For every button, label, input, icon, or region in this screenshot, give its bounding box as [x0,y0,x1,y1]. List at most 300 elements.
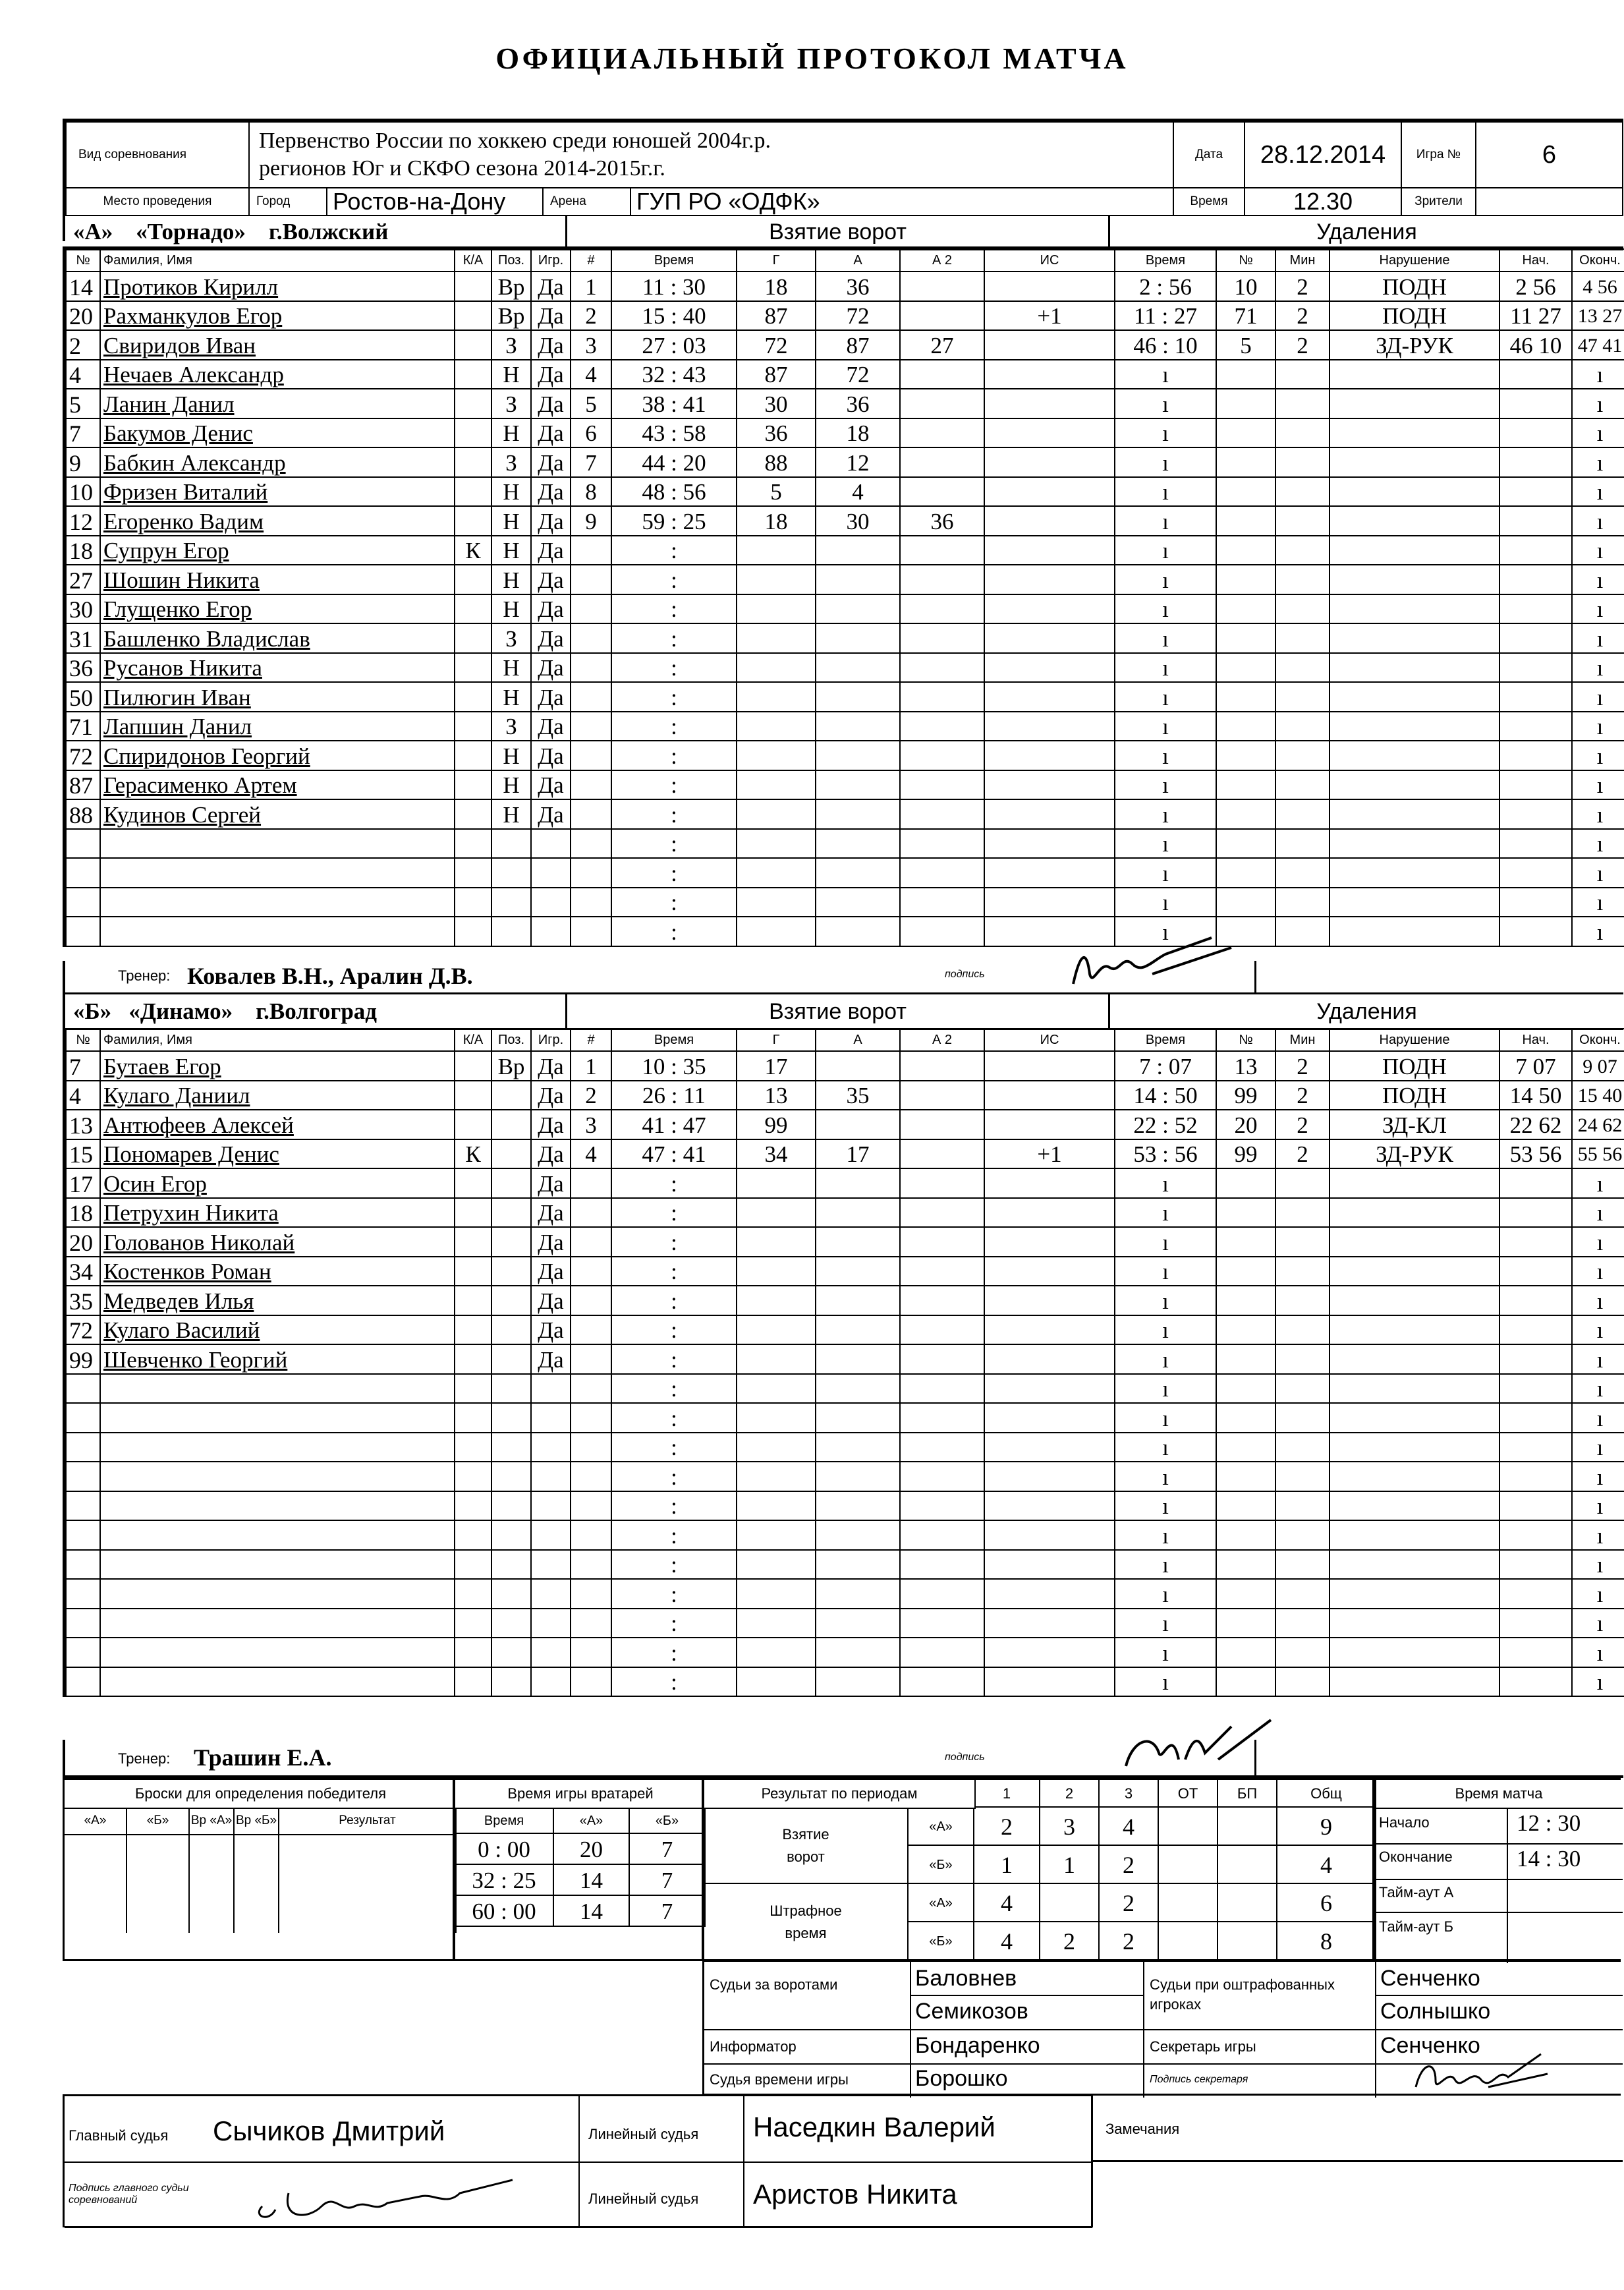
penalty-end-second: 27 [1602,305,1623,327]
player-number: 10 [66,477,100,507]
empty-cell [491,1491,531,1521]
player-number: 20 [66,301,100,331]
table-row [66,594,1624,624]
time-separator: : [671,1346,677,1373]
period-value: 1 [974,1846,1040,1884]
player-captain [455,1286,491,1315]
team-b-header-row [66,1029,1624,1051]
goal-minute: 27 [642,332,665,358]
player-number: 15 [66,1139,100,1169]
empty-cell [1330,770,1499,800]
team-b-goals-title: Взятие ворот [567,994,1110,1029]
empty-cell [1330,917,1499,946]
time-separator: ı [1162,1317,1169,1343]
empty-cell [455,829,491,859]
player-captain [455,565,491,594]
empty-cell [611,623,737,653]
empty-cell [531,1462,571,1491]
period-team-label: «А» [909,1808,974,1846]
empty-cell [1330,1168,1499,1198]
goalie-cell [630,1896,706,1927]
table-row [66,770,1624,800]
time-separator: ı [1596,479,1604,505]
empty-cell [1216,536,1275,565]
time-separator: ı [1162,1170,1169,1197]
penalty-minutes: 2 [1275,330,1330,360]
empty-cell [1216,1638,1275,1667]
empty-cell [984,536,1115,565]
goal-minute: 32 [642,362,665,387]
empty-cell [571,1344,611,1374]
goal-situation [984,447,1115,477]
empty-cell [984,858,1115,888]
player-position [491,1227,531,1257]
goalie-change-second: 00 [507,1837,530,1862]
empty-cell [571,653,611,683]
player-played: Да [531,623,571,653]
empty-cell [900,770,984,800]
empty-cell [1216,888,1275,917]
empty-cell [571,1198,611,1228]
player-name: Осин Егор [100,1168,455,1198]
empty-cell [816,888,900,917]
empty-cell [611,1315,737,1345]
period-col-header: Общ [1277,1780,1376,1808]
player-position: Н [491,653,531,683]
period-col-header: ОТ [1159,1780,1218,1808]
player-name: Глущенко Егор [100,594,455,624]
empty-cell [984,1403,1115,1433]
goalie-change-minute: 32 [472,1868,495,1893]
table-row [66,917,1624,946]
empty-cell [531,1609,571,1638]
team-b-letter: «Б» [73,998,112,1024]
goal-assist-2 [900,418,984,448]
empty-cell [1216,1315,1275,1345]
empty-cell [737,1520,816,1550]
empty-cell [737,536,816,565]
team-b-penalties-title: Удаления [1316,999,1417,1024]
empty-cell [1275,858,1330,888]
goal-assist-2 [900,389,984,418]
empty-cell [1330,1286,1499,1315]
table-row [66,301,1624,331]
empty-cell [1330,1609,1499,1638]
empty-cell [1572,1433,1624,1462]
table-row [66,1609,1624,1638]
team-a-coach-label: Тренер: [118,967,171,984]
time-separator: ı [1162,1259,1169,1284]
empty-cell [1216,1491,1275,1521]
empty-cell [1330,712,1499,741]
empty-cell [611,653,737,683]
goal-index: 3 [571,330,611,360]
empty-cell [1572,1520,1624,1550]
empty-cell [1499,1520,1572,1550]
penalty-violation: ПОДН [1330,301,1499,331]
empty-cell [1216,418,1275,448]
empty-cell [737,1403,816,1433]
table-row [66,1344,1624,1374]
period-value: 4 [974,1922,1040,1961]
empty-cell [1115,447,1216,477]
goal-second: 58 [683,420,706,446]
penalty-start [1499,301,1572,331]
empty-cell [531,1491,571,1521]
player-captain [455,301,491,331]
empty-cell [1499,741,1572,770]
linesman-2-label: Линейный судья [588,2190,699,2207]
penalty-second: 27 [1173,303,1197,329]
empty-cell [571,1520,611,1550]
penalty-player: 99 [1216,1139,1275,1169]
penalty-minute: 14 [1133,1083,1157,1108]
team-b-sign-label: подпись [945,1752,985,1763]
col-header-a2: А 2 [900,1029,984,1051]
goal-situation: +1 [984,301,1115,331]
empty-cell [531,858,571,888]
officials-table [702,1960,1621,2096]
time-separator: ı [1596,362,1604,387]
table-row [66,565,1624,594]
period-value [1159,1922,1218,1961]
player-position: Н [491,565,531,594]
empty-cell [1275,653,1330,683]
empty-cell [900,1344,984,1374]
goal-situation [984,418,1115,448]
player-number: 7 [66,1051,100,1081]
goalie-change-second: 25 [513,1868,536,1893]
time-separator: ı [1596,772,1604,798]
time-separator: ı [1596,655,1604,681]
time-separator: ı [1596,449,1604,476]
empty-cell [571,770,611,800]
empty-cell [984,1638,1115,1667]
time-separator [1527,274,1533,300]
empty-cell [984,770,1115,800]
player-position [491,1286,531,1315]
empty-cell [1216,1520,1275,1550]
penalty-minutes: 2 [1275,1139,1330,1169]
empty-cell [571,829,611,859]
player-name: Спиридонов Георгий [100,741,455,770]
period-penalty-label: Штрафное время [704,1884,909,1961]
player-played: Да [531,506,571,536]
empty-cell [1572,1344,1624,1374]
empty-cell [984,888,1115,917]
empty-cell [984,1579,1115,1609]
empty-cell [900,712,984,741]
empty-cell [531,888,571,917]
time-separator: : [671,684,677,710]
empty-cell [571,799,611,829]
empty-cell [491,1433,531,1462]
col-header-played: Игр. [531,249,571,272]
empty-cell [816,1520,900,1550]
goal-minute: 47 [642,1141,665,1167]
time-separator: : [665,303,683,329]
time-separator: ı [1162,1376,1169,1402]
empty-cell [611,1433,737,1462]
remarks-label: Замечания [1106,2121,1180,2137]
empty-cell [900,1638,984,1667]
shootout-table [63,1778,455,1961]
empty-cell [984,565,1115,594]
player-played: Да [531,447,571,477]
player-position [491,1198,531,1228]
empty-cell [1499,1667,1572,1697]
competition-line-2: регионов Юг и СКФО сезона 2014-2015г.г. [259,156,665,181]
goal-minute: 41 [642,1112,665,1138]
time-separator: ı [1596,801,1604,828]
empty-cell [737,565,816,594]
penalty-end-minute: 4 [1582,275,1593,298]
shootout-column [65,1834,127,1933]
penalty-start [1499,1139,1572,1169]
penalty-start-second: 56 [1538,1141,1562,1167]
goal-index: 3 [571,1110,611,1139]
period-value: 2 [974,1808,1040,1846]
penalty-time [1115,1051,1216,1081]
time-separator: ı [1162,1640,1169,1666]
empty-cell [1275,1374,1330,1404]
empty-cell [1115,594,1216,624]
player-name: Протиков Кирилл [100,272,455,301]
goal-assist-2 [900,1110,984,1139]
empty-cell [611,1403,737,1433]
time-separator: ı [1596,1552,1604,1578]
period-team-label: «А» [909,1884,974,1922]
chief-sign-label: Подпись главного судьи соревнований [69,2183,189,2206]
empty-cell [984,1667,1115,1697]
player-played: Да [531,1198,571,1228]
empty-cell [1115,418,1216,448]
penalty-player: 20 [1216,1110,1275,1139]
player-played: Да [531,1139,571,1169]
empty-cell [1275,917,1330,946]
time-separator: ı [1162,1669,1169,1695]
empty-cell [100,1462,455,1491]
empty-cell [611,1462,737,1491]
empty-cell [816,1315,900,1345]
time-separator: : [1156,1112,1175,1138]
empty-cell [1330,1550,1499,1580]
goalie-time-table [453,1778,704,1961]
empty-cell [1115,1344,1216,1374]
penalty-minute: 2 [1139,273,1151,300]
goal-minute: 15 [642,303,665,329]
penalty-minute: 22 [1133,1112,1157,1138]
player-name: Антюфеев Алексей [100,1110,455,1139]
time-separator: : [671,1405,677,1431]
time-separator: : [1156,303,1174,329]
goal-situation [984,1051,1115,1081]
empty-cell [1572,1462,1624,1491]
player-position: З [491,447,531,477]
period-value [1159,1808,1218,1846]
empty-cell [611,1168,737,1198]
empty-cell [1572,917,1624,946]
empty-cell [611,1550,737,1580]
empty-cell [1115,741,1216,770]
penalty-player: 10 [1216,272,1275,301]
empty-cell [571,858,611,888]
player-captain [455,741,491,770]
player-played: Да [531,360,571,389]
empty-cell [1216,741,1275,770]
player-number: 4 [66,1081,100,1110]
time-separator: : [665,1053,683,1079]
penalty-time [1115,1110,1216,1139]
empty-cell [900,1667,984,1697]
secretary-sign-label: Подпись секретаря [1150,2074,1248,2085]
empty-cell [1275,1168,1330,1198]
empty-cell [491,1520,531,1550]
empty-cell [1499,712,1572,741]
team-a-name: «Торнадо» [136,219,246,244]
empty-cell [491,1374,531,1404]
goal-assist-2 [900,477,984,507]
player-number: 88 [66,799,100,829]
empty-cell [816,1403,900,1433]
empty-cell [1115,389,1216,418]
player-played: Да [531,477,571,507]
time-separator: ı [1162,1405,1169,1431]
goalie-time-title: Время игры вратарей [455,1780,706,1809]
penalty-second: 10 [1174,332,1198,358]
empty-cell [816,1609,900,1638]
empty-cell [100,858,455,888]
empty-cell [1216,653,1275,683]
empty-cell [1572,1550,1624,1580]
player-captain [455,770,491,800]
empty-cell [100,1579,455,1609]
empty-cell [66,1638,100,1667]
empty-cell [100,1491,455,1521]
empty-cell [737,770,816,800]
player-captain [455,272,491,301]
team-b-coach-signature [1113,1713,1297,1773]
player-position: З [491,623,531,653]
empty-cell [100,1520,455,1550]
empty-cell [816,741,900,770]
empty-cell [1572,1227,1624,1257]
time-separator: ı [1162,625,1169,652]
empty-cell [1572,888,1624,917]
empty-cell [1115,1462,1216,1491]
empty-cell [816,1227,900,1257]
empty-cell [1572,1579,1624,1609]
empty-cell [1330,1520,1499,1550]
shootout-column [235,1834,279,1933]
empty-cell [900,1403,984,1433]
spectators-value [1475,187,1623,216]
player-number: 72 [66,1315,100,1345]
time-separator: ı [1162,1611,1169,1636]
empty-cell [984,1315,1115,1345]
empty-cell [900,1227,984,1257]
player-number: 36 [66,653,100,683]
time-separator: ı [1596,1435,1604,1460]
empty-cell [100,829,455,859]
player-position: Н [491,477,531,507]
time-separator: ı [1162,919,1169,945]
empty-cell [816,565,900,594]
time-separator: : [665,420,683,446]
time-separator: ı [1162,449,1169,476]
penalty-minutes: 2 [1275,1110,1330,1139]
empty-cell [737,1198,816,1228]
player-played: Да [531,536,571,565]
penalty-start [1499,1081,1572,1110]
time-separator: ı [1596,1640,1604,1666]
empty-cell [1275,1286,1330,1315]
empty-cell [571,1667,611,1697]
empty-cell [984,1462,1115,1491]
empty-cell [611,565,737,594]
player-name: Лапшин Данил [100,712,455,741]
goal-second: 03 [683,332,706,358]
player-played: Да [531,1081,571,1110]
empty-cell [531,1433,571,1462]
empty-cell [491,1550,531,1580]
goal-assist-1: 12 [816,447,900,477]
player-name: Свиридов Иван [100,330,455,360]
team-b-title-row [63,992,1623,1030]
penalty-end-minute: 13 [1577,305,1598,327]
empty-cell [1499,653,1572,683]
empty-cell [1572,1286,1624,1315]
table-row [66,682,1624,712]
col-header-name: Фамилия, Имя [100,1029,455,1051]
penalty-minutes: 2 [1275,272,1330,301]
empty-cell [1216,1257,1275,1286]
informer-label: Информатор [710,2038,797,2055]
player-number: 71 [66,712,100,741]
player-number: 9 [66,447,100,477]
period-value: 2 [1100,1846,1159,1884]
player-number: 17 [66,1168,100,1198]
empty-cell [1216,1374,1275,1404]
penalty-second: 50 [1174,1083,1198,1108]
col-header-is: ИС [984,249,1115,272]
empty-cell [1216,712,1275,741]
goal-time [611,477,737,507]
time-separator: ı [1162,1200,1169,1226]
empty-cell [571,1374,611,1404]
empty-cell [1499,1286,1572,1315]
empty-cell [984,594,1115,624]
shootout-title: Броски для определения победителя [65,1780,457,1809]
player-name: Кудинов Сергей [100,799,455,829]
col-header-g: Г [737,249,816,272]
penalty-end [1572,1051,1624,1081]
time-separator: ı [1596,420,1604,446]
empty-cell [611,741,737,770]
table-row [66,477,1624,507]
empty-cell [571,712,611,741]
empty-cell [1216,477,1275,507]
time-separator: ı [1162,1435,1169,1460]
col-header-pen-violation: Нарушение [1330,1029,1499,1051]
player-name: Голованов Николай [100,1227,455,1257]
time-separator: : [665,362,683,387]
timekeeper-value: Борошко [915,2066,1008,2091]
player-position: Н [491,418,531,448]
empty-cell [1216,1579,1275,1609]
empty-cell [611,858,737,888]
team-a-goals-title: Взятие ворот [567,215,1110,249]
